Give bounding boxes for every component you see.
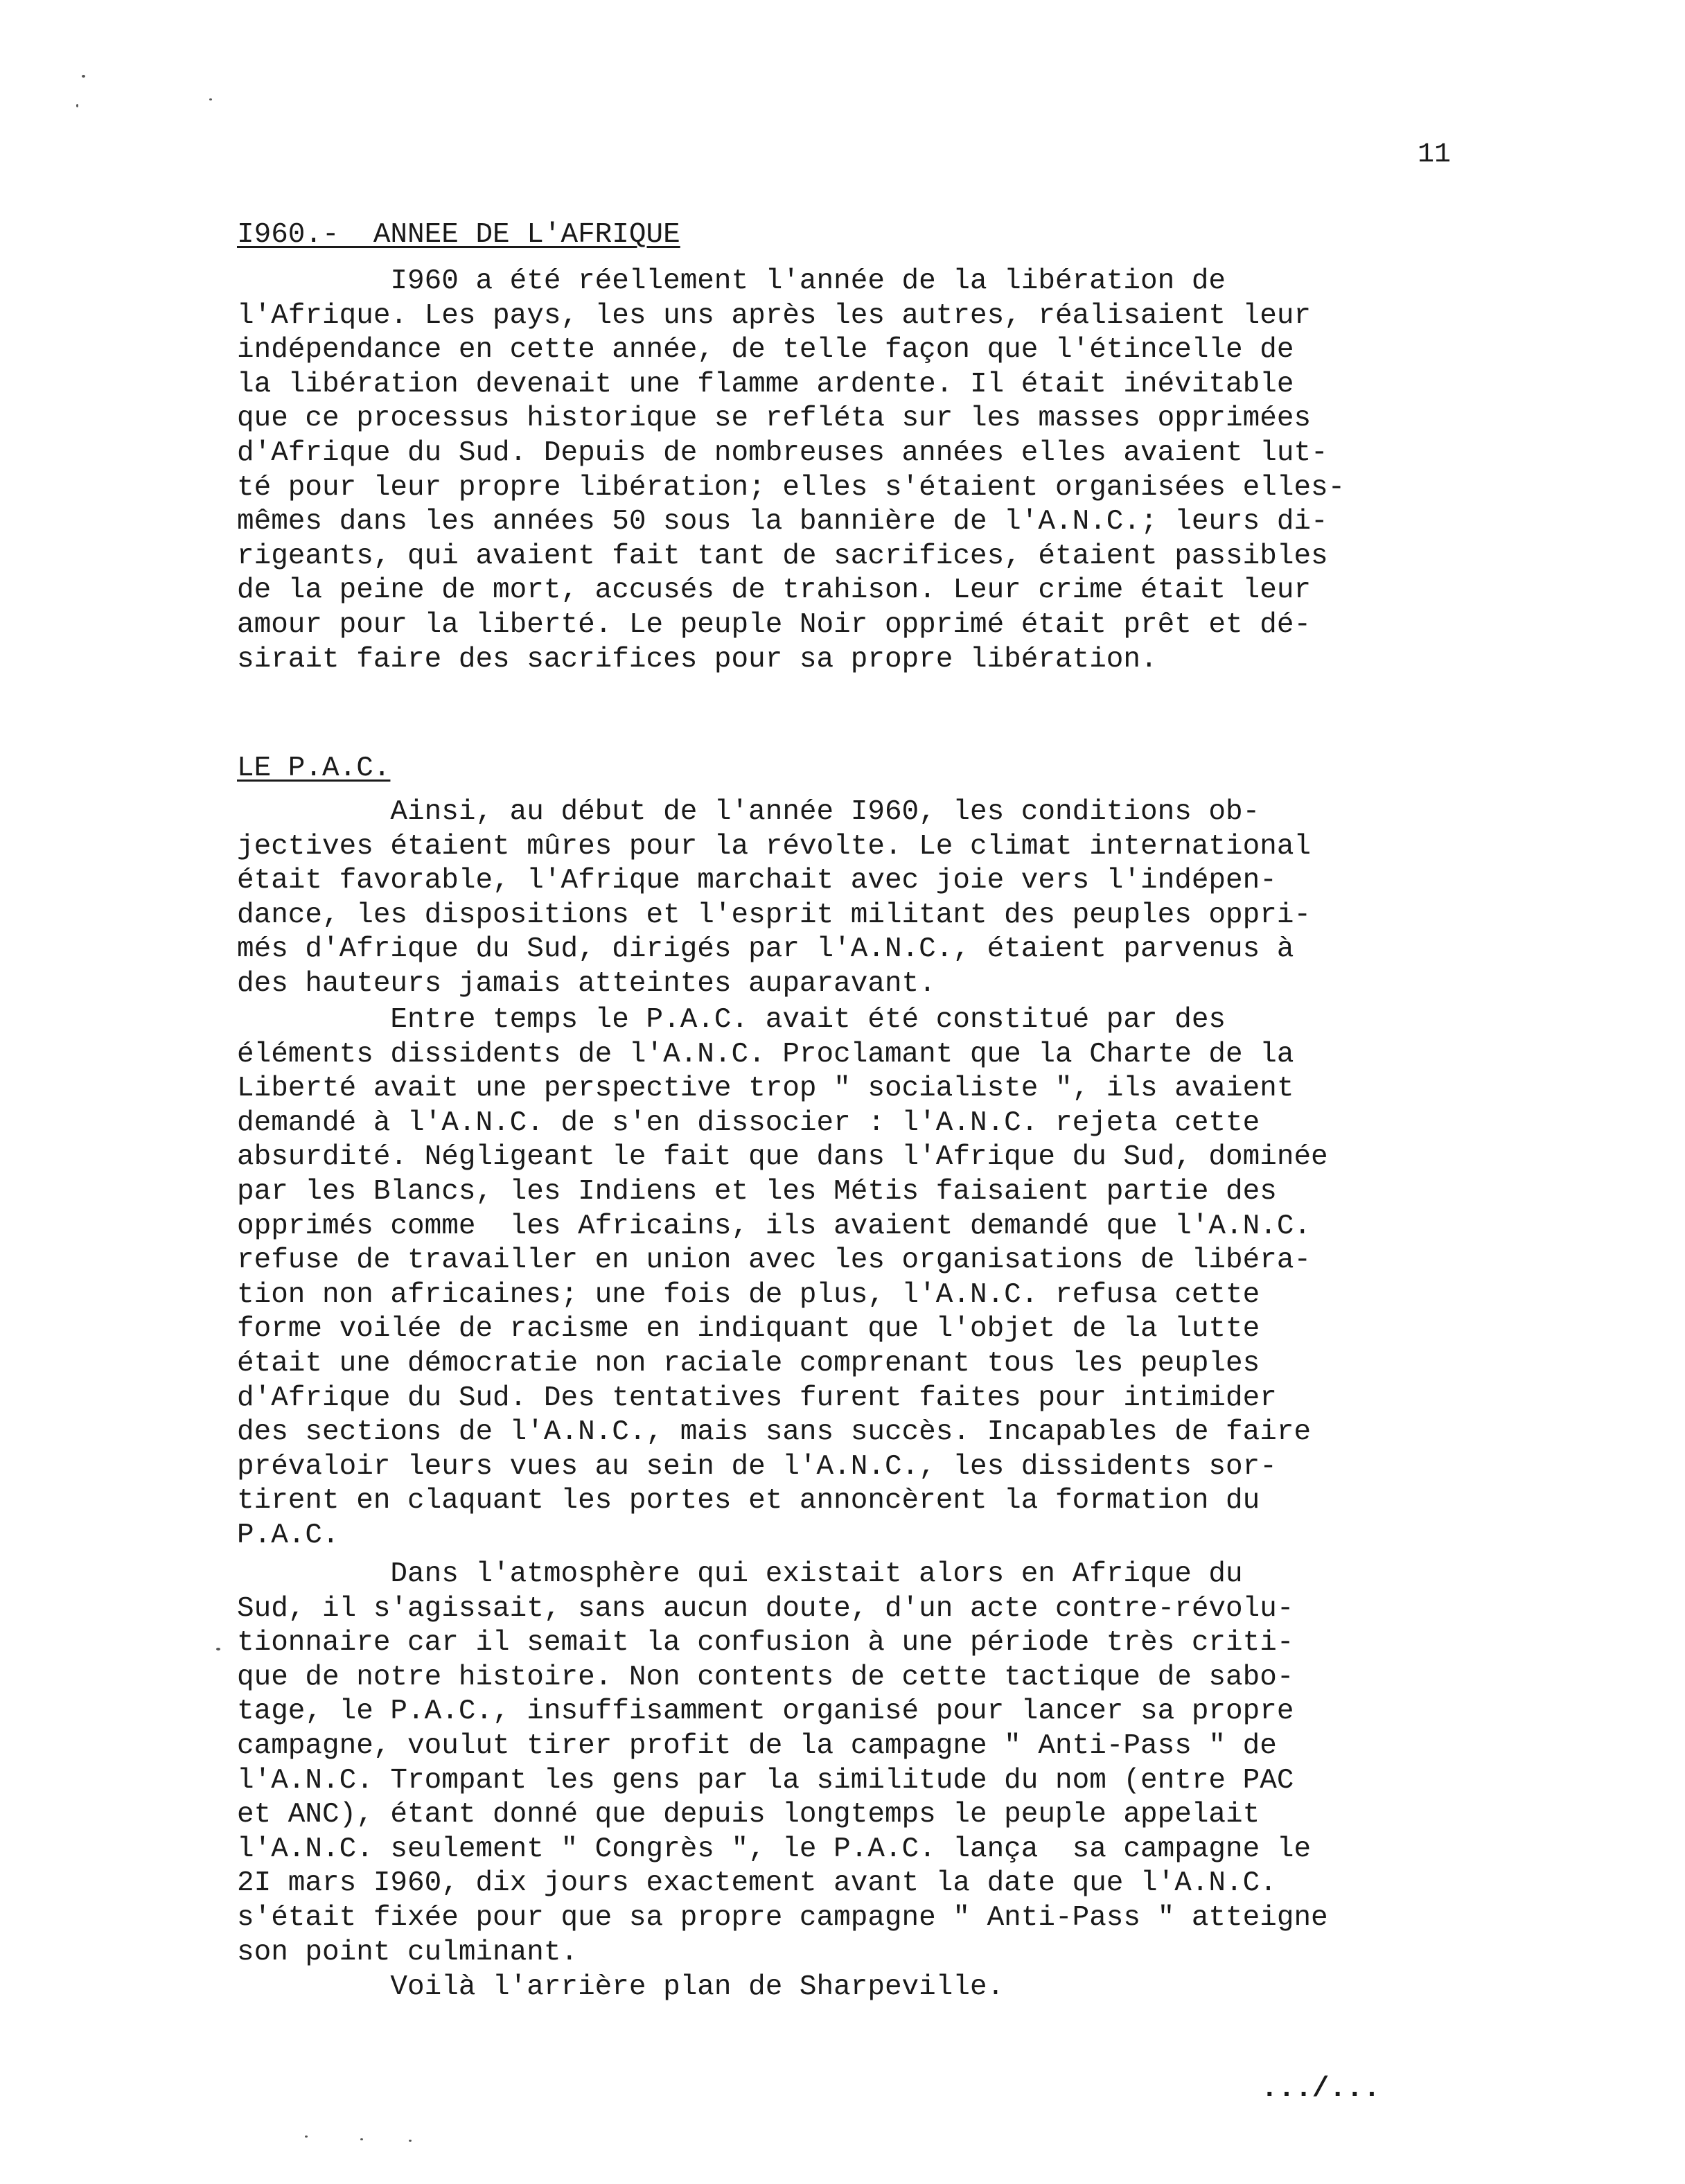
text-line: et ANC), étant donné que depuis longtemps le peuple appelait	[237, 1799, 1260, 1831]
text-line: absurdité. Négligeant le fait que dans l'Afrique du Sud, dominée	[237, 1141, 1328, 1174]
scan-speck	[216, 1648, 220, 1650]
text-line: té pour leur propre libération; elles s'étaient organisées elles-	[237, 471, 1346, 504]
text-line: des hauteurs jamais atteintes auparavant.	[237, 967, 936, 1000]
text-line: Sud, il s'agissait, sans aucun doute, d'un acte contre-révolu-	[237, 1592, 1294, 1625]
text-line: son point culminant.	[237, 1936, 579, 1969]
text-line: prévaloir leurs vues au sein de l'A.N.C., les dissidents sor-	[237, 1450, 1277, 1483]
text-line: tion non africaines; une fois de plus, l'A.N.C. refusa cette	[237, 1278, 1260, 1311]
page-number: 11	[1418, 139, 1452, 170]
text-line: éléments dissidents de l'A.N.C. Proclamant que la Charte de la	[237, 1038, 1294, 1071]
text-line: demandé à l'A.N.C. de s'en dissocier : l'A.N.C. rejeta cette	[237, 1107, 1260, 1139]
scan-speck	[82, 75, 85, 78]
scan-speck	[360, 2138, 363, 2140]
text-line: campagne, voulut tirer profit de la campagne " Anti-Pass " de	[237, 1729, 1277, 1762]
text-line: Dans l'atmosphère qui existait alors en Afrique du	[237, 1558, 1243, 1590]
text-line: tionnaire car il semait la confusion à une période très criti-	[237, 1627, 1294, 1659]
text-line: I960 a été réellement l'année de la libération de	[237, 265, 1226, 297]
text-line: l'A.N.C. seulement " Congrès ", le P.A.C. lança sa campagne le	[237, 1833, 1312, 1865]
paragraph	[237, 1003, 1328, 1553]
section-heading-pac: LE P.A.C.	[237, 752, 391, 784]
text-line: des sections de l'A.N.C., mais sans succès. Incapables de faire	[237, 1416, 1312, 1449]
text-line: refuse de travailler en union avec les organisations de libéra-	[237, 1244, 1312, 1277]
text-line: la libération devenait une flamme ardente. Il était inévitable	[237, 368, 1294, 400]
text-line: que ce processus historique se refléta sur les masses opprimées	[237, 403, 1312, 435]
text-line: rigeants, qui avaient fait tant de sacrifices, étaient passibles	[237, 540, 1328, 572]
text-line: opprimés comme les Africains, ils avaient demandé que l'A.N.C.	[237, 1210, 1312, 1242]
text-line: était favorable, l'Afrique marchait avec joie vers l'indépen-	[237, 865, 1277, 897]
scan-speck	[76, 104, 78, 107]
text-line: mêmes dans les années 50 sous la bannière de l'A.N.C.; leurs di-	[237, 506, 1328, 538]
text-line: 2I mars I960, dix jours exactement avant la date que l'A.N.C.	[237, 1867, 1277, 1900]
text-line: de la peine de mort, accusés de trahison. Leur crime était leur	[237, 574, 1312, 607]
text-line: forme voilée de racisme en indiquant que l'objet de la lutte	[237, 1313, 1260, 1346]
text-line: P.A.C.	[237, 1519, 339, 1551]
text-line: indépendance en cette année, de telle façon que l'étincelle de	[237, 334, 1294, 367]
text-line: était une démocratie non raciale comprenant tous les peuples	[237, 1347, 1260, 1380]
text-line: s'était fixée pour que sa propre campagne " Anti-Pass " atteigne	[237, 1901, 1328, 1934]
text-line: par les Blancs, les Indiens et les Métis faisaient partie des	[237, 1175, 1277, 1208]
text-line: Ainsi, au début de l'année I960, les conditions ob-	[237, 796, 1260, 828]
text-line: més d'Afrique du Sud, dirigés par l'A.N.C., étaient parvenus à	[237, 933, 1294, 966]
paragraph	[237, 1971, 1004, 2005]
text-line: dance, les dispositions et l'esprit militant des peuples oppri-	[237, 899, 1312, 931]
paragraph	[237, 265, 1345, 677]
text-line: Liberté avait une perspective trop " socialiste ", ils avaient	[237, 1073, 1294, 1105]
text-line: sirait faire des sacrifices pour sa propre libération.	[237, 643, 1158, 676]
continuation-marker: .../...	[1261, 2073, 1381, 2105]
scan-speck	[305, 2135, 308, 2138]
scan-speck	[409, 2140, 412, 2142]
text-line: Entre temps le P.A.C. avait été constitué par des	[237, 1004, 1226, 1036]
scan-speck	[209, 98, 212, 100]
text-line: amour pour la liberté. Le peuple Noir opprimé était prêt et dé-	[237, 608, 1312, 641]
text-line: tage, le P.A.C., insuffisamment organisé pour lancer sa propre	[237, 1696, 1294, 1728]
text-line: d'Afrique du Sud. Depuis de nombreuses années elles avaient lut-	[237, 437, 1328, 469]
paragraph	[237, 1558, 1328, 1970]
text-line: jectives étaient mûres pour la révolte. Le climat international	[237, 830, 1312, 863]
text-line: d'Afrique du Sud. Des tentatives furent faites pour intimider	[237, 1382, 1277, 1414]
section-heading-annee-afrique: I960.- ANNEE DE L'AFRIQUE	[237, 219, 680, 251]
text-line: l'A.N.C. Trompant les gens par la similitude du nom (entre PAC	[237, 1764, 1294, 1797]
text-line: Voilà l'arrière plan de Sharpeville.	[237, 1971, 1005, 2003]
text-line: que de notre histoire. Non contents de cette tactique de sabo-	[237, 1661, 1294, 1693]
text-line: tirent en claquant les portes et annoncèrent la formation du	[237, 1485, 1260, 1517]
text-line: l'Afrique. Les pays, les uns après les autres, réalisaient leur	[237, 299, 1312, 332]
paragraph	[237, 795, 1311, 1002]
